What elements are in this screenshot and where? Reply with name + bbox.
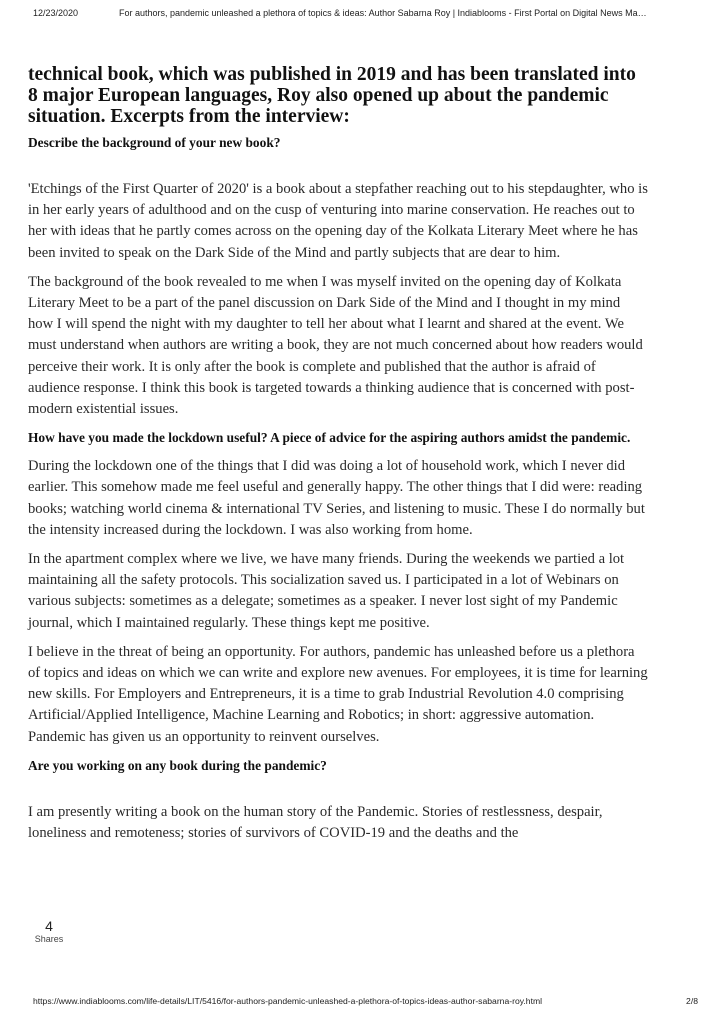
- article-lead: technical book, which was published in 2019 and has been translated into 8 major European languages, Roy also opened up about the pandemic situation. Excerpts from the interview:: [28, 64, 636, 127]
- share-counter[interactable]: [32, 918, 66, 945]
- answer-paragraph: During the lockdown one of the things that I did was doing a lot of household work, which I never did earlier. This somehow made me feel useful and generally happy. The other things that I did were: reading books; watching world cinema & international TV Series, and listening to music. These I do normally but the intensity increased during the lockdown. I was also working from home.: [28, 458, 645, 538]
- page-number: 2/8: [686, 996, 698, 1006]
- page-url: https://www.indiablooms.com/life-details/LIT/5416/for-authors-pandemic-unleashed-a-plethora-of-topics-ideas-author-sabarna-roy.html: [33, 996, 543, 1006]
- answer-paragraph: In the apartment complex where we live, we have many friends. During the weekends we partied a lot maintaining all the safety protocols. This socialization saved us. I participated in a lot of Webinars on various subjects: sometimes as a delegate; sometimes as a speaker. I never lost sight of my Pandemic journal, which I maintained regularly. These things kept me positive.: [28, 551, 625, 631]
- print-date: 12/23/2020: [33, 8, 79, 18]
- article-body: [28, 64, 648, 844]
- share-label: Shares: [34, 934, 64, 944]
- interview-question: How have you made the lockdown useful? A piece of advice for the aspiring authors amidst the pandemic.: [28, 430, 631, 446]
- answer-paragraph: The background of the book revealed to me when I was myself invited on the opening day of Kolkata Literary Meet to be a part of the panel discussion on Dark Side of the Mind and I thought in my mind how I will spend the night with my daughter to tell her about what I learnt and shared at the event. We must understand when authors are writing a book, they are not much concerned about how readers would perceive their work. It is only after the book is complete and published that the author is afraid of audience response. I think this book is targeted towards a thinking audience that is concerned with post-modern existential issues.: [28, 273, 643, 418]
- answer-paragraph: I believe in the threat of being an opportunity. For authors, pandemic has unleashed before us a plethora of topics and ideas on which we can write and explore new avenues. For employees, it is time for learning new skills. For Employers and Entrepreneurs, it is a time to grab Industrial Revolution 4.0 comprising Artificial/Applied Intelligence, Machine Learning and Robotics; in short: aggressive automation. Pandemic has given us an opportunity to reinvent ourselves.: [28, 643, 648, 745]
- share-count: 4: [45, 918, 53, 934]
- interview-question: Describe the background of your new book?: [28, 135, 281, 150]
- answer-paragraph: I am presently writing a book on the human story of the Pandemic. Stories of restlessness, despair, loneliness and remoteness; stories of survivors of COVID-19 and the deaths and the: [28, 803, 603, 842]
- print-page-title: For authors, pandemic unleashed a plethora of topics & ideas: Author Sabarna Roy | Indiablooms - First Portal on Digital News Ma…: [119, 8, 647, 18]
- interview-question: Are you working on any book during the pandemic?: [28, 757, 327, 773]
- answer-paragraph: 'Etchings of the First Quarter of 2020' is a book about a stepfather reaching out to his stepdaughter, who is in her early years of adulthood and on the cusp of venturing into marine conservation. He reaches out to her with ideas that he partly comes across on the opening day of the Kolkata Literary Meet where he has been invited to speak on the Dark Side of the Mind and partly subjects that are dear to him.: [28, 181, 648, 261]
